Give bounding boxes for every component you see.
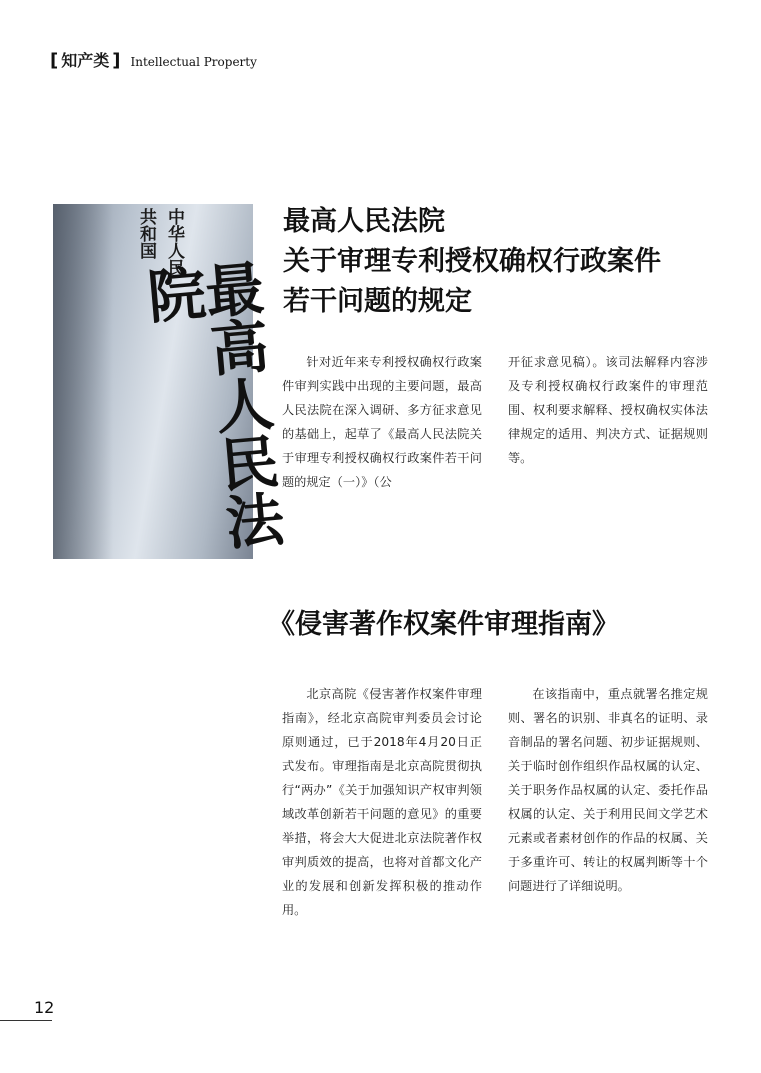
header-bracket-open: [ [50,50,59,71]
page-number: 12 [34,998,55,1017]
article2-paragraph-left: 北京高院《侵害著作权案件审理指南》，经北京高院审判委员会讨论原则通过，已于2018年4月20日正式发布。审理指南是北京高院贯彻执行“两办”《关于加强知识产权审判领域改革创新若干问题的意见》的重要举措，将会大大促进北京法院著作权审判质效的提高，也将对首都文化产业的发展和创新发挥积极的推动作用。 [282,687,482,917]
page-number-rule [0,1020,52,1021]
photo-shadow [53,204,113,559]
sign-big-text: 最高人民法院 [135,257,287,552]
category-label-en: Intellectual Property [130,55,257,69]
article2-column-right [508,682,708,898]
article1-title [283,202,723,322]
article2-paragraph-right: 在该指南中，重点就署名推定规则、署名的识别、非真名的证明、录音制品的署名问题、初步证据规则、关于临时创作组织作品权属的认定、关于职务作品权属的认定、委托作品权属的认定、关于利用民间文学艺术元素或者素材创作的作品的权属、关于多重许可、转让的权属判断等十个问题进行了详细说明。 [508,687,708,893]
article1-paragraph-right: 开征求意见稿）。该司法解释内容涉及专利授权确权行政案件的审理范围、权利要求解释、授权确权实体法律规定的适用、判决方式、证据规则等。 [508,355,708,465]
article1-title-line-2: 关于审理专利授权确权行政案件 [283,246,661,277]
article1-paragraph-left: 针对近年来专利授权确权行政案件审判实践中出现的主要问题，最高人民法院在深入调研、多方征求意见的基础上，起草了《最高人民法院关于审理专利授权确权行政案件若干问题的规定（一）》（公 [282,355,482,489]
article1-title-line-1: 最高人民法院 [283,206,445,237]
article1-column-right [508,350,708,470]
article1-title-line-3: 若干问题的规定 [283,286,472,317]
article1-column-left [282,350,482,494]
sign-small-line-2: 共和国 [136,208,156,259]
court-sign-photo [53,204,287,559]
header-bracket-close: ] [112,50,121,71]
section-header [50,48,257,71]
article2-column-left [282,682,482,922]
article2-title: 《侵害著作权案件审理指南》 [268,609,619,640]
sign-small-line-1: 中华人民 [164,208,184,276]
category-label-cn: 知产类 [61,51,110,70]
